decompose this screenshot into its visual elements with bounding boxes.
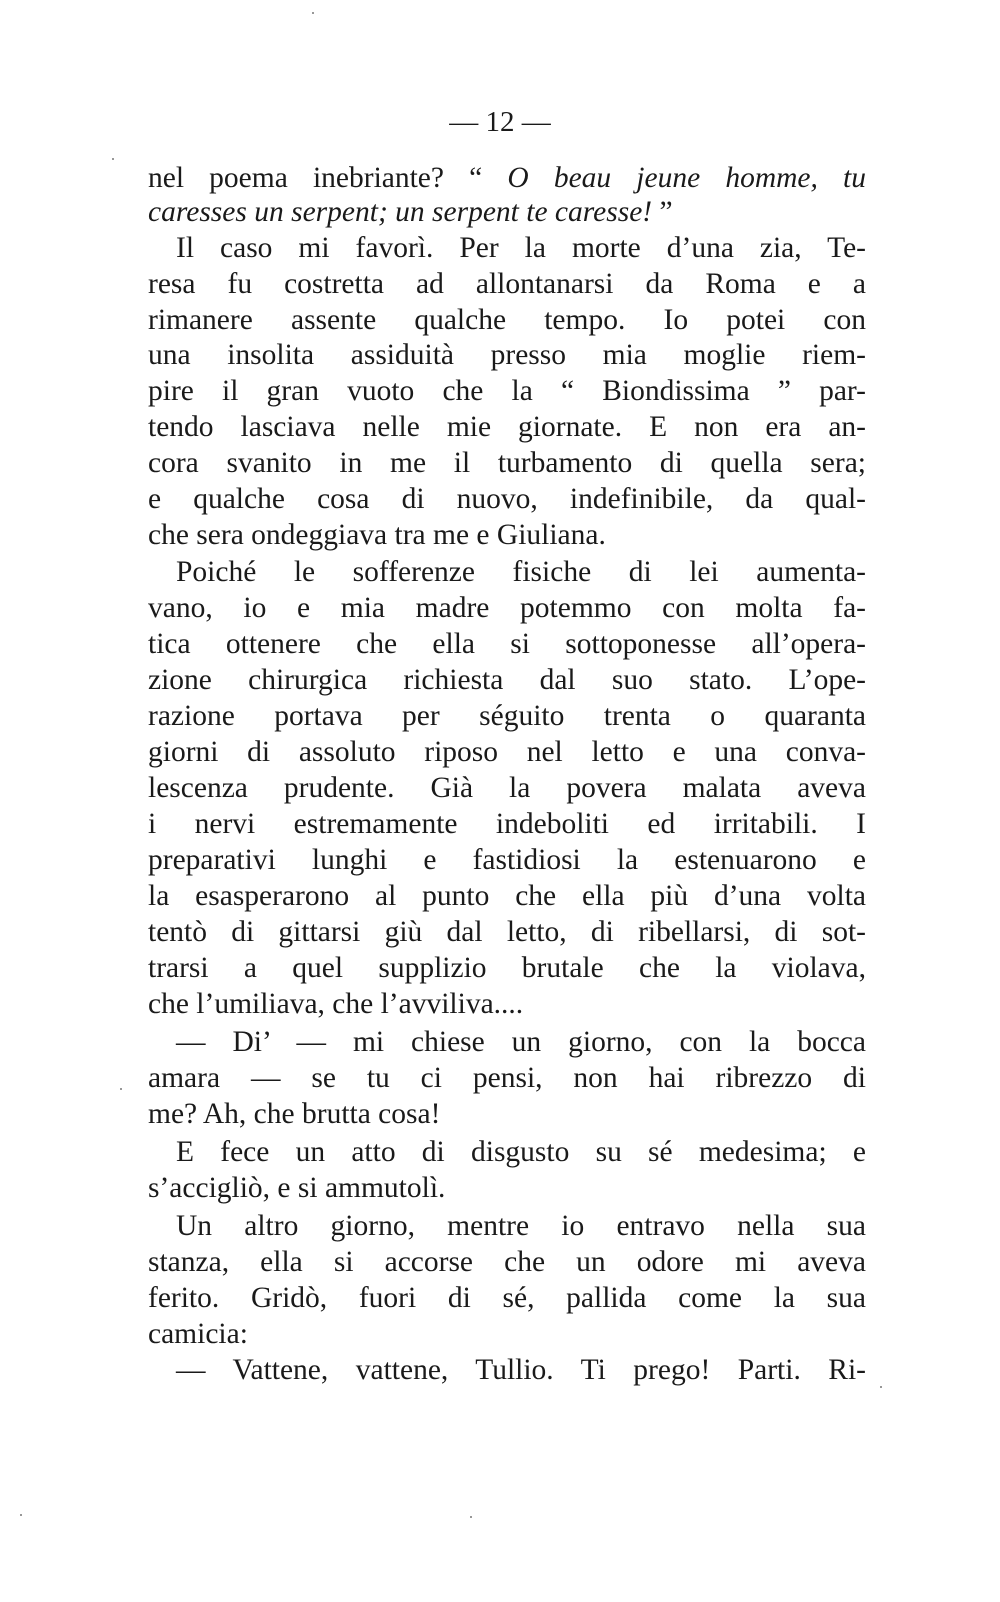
text-line: giorni di assoluto riposo nel letto e una conva- [148,736,866,768]
text-line: Poiché le sofferenze fisiche di lei aumenta- [176,556,866,588]
text-line: razione portava per séguito trenta o quaranta [148,700,866,732]
page-number: — 12 — [449,106,551,138]
text-line: me? Ah, che brutta cosa! [148,1098,441,1130]
scan-speck [470,1516,472,1518]
text-line: stanza, ella si accorse che un odore mi aveva [148,1246,866,1278]
text-line: — Vattene, vattene, Tullio. Ti prego! Parti. Ri- [176,1354,866,1386]
scan-speck [112,158,114,160]
text-line: la esasperarono al punto che ella più d’una volta [148,880,866,912]
text-line: lescenza prudente. Già la povera malata aveva [148,772,866,804]
text-line: tica ottenere che ella si sottoponesse all’opera- [148,628,866,660]
text-line: e qualche cosa di nuovo, indefinibile, da qual- [148,483,866,515]
text-line: cora svanito in me il turbamento di quella sera; [148,447,866,479]
text-line: s’accigliò, e si ammutolì. [148,1172,446,1204]
text-line: i nervi estremamente indeboliti ed irritabili. I [148,808,866,840]
text-line: zione chirurgica richiesta dal suo stato. L’ope- [148,664,866,696]
scan-speck [120,1088,122,1090]
text-line: tendo lasciava nelle mie giornate. E non era an- [148,411,866,443]
text-line: Il caso mi favorì. Per la morte d’una zia, Te- [176,232,866,264]
text-line: amara — se tu ci pensi, non hai ribrezzo di [148,1062,866,1094]
text-line: nel poema inebriante? “ O beau jeune homme, tu [148,162,866,194]
text-line: che sera ondeggiava tra me e Giuliana. [148,519,606,551]
text-line: ferito. Gridò, fuori di sé, pallida come la sua [148,1282,866,1314]
text-line: rimanere assente qualche tempo. Io potei con [148,304,866,336]
text-line: tentò di gittarsi giù dal letto, di ribellarsi, di sot- [148,916,866,948]
text-line: trarsi a quel supplizio brutale che la violava, [148,952,866,984]
scan-speck [20,1514,22,1516]
text-line: pire il gran vuoto che la “ Biondissima ” par- [148,375,866,407]
text-line: una insolita assiduità presso mia moglie riem- [148,339,866,371]
text-line: caresses un serpent; un serpent te caresse! ” [148,196,673,228]
text-line: che l’umiliava, che l’avviliva.... [148,988,524,1020]
scan-speck [312,12,314,14]
text-line: vano, io e mia madre potemmo con molta fa- [148,592,866,624]
text-line: camicia: [148,1318,248,1350]
text-line: resa fu costretta ad allontanarsi da Roma e a [148,268,866,300]
scan-speck [880,1386,882,1388]
text-line: preparativi lunghi e fastidiosi la estenuarono e [148,844,866,876]
text-line: — Di’ — mi chiese un giorno, con la bocca [176,1026,866,1058]
text-line: E fece un atto di disgusto su sé medesima; e [176,1136,866,1168]
text-line: Un altro giorno, mentre io entravo nella sua [176,1210,866,1242]
